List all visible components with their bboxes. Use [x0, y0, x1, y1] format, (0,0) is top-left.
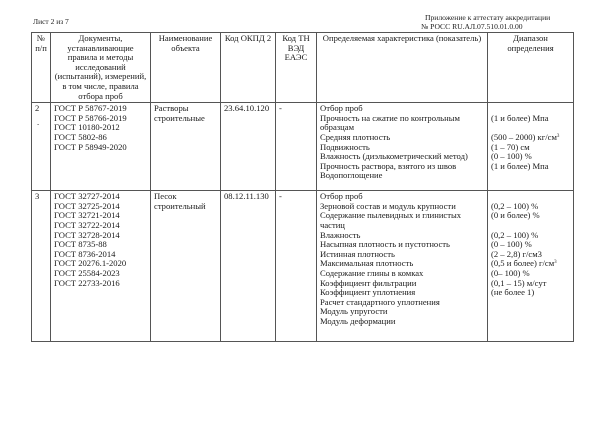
superscript: 3 — [554, 260, 557, 266]
range-item: (0,2 – 100) % — [491, 229, 539, 240]
superscript: 3 — [556, 133, 560, 139]
column-header-number: № п/п — [32, 33, 51, 103]
document-item: ГОСТ 10180-2012 — [54, 122, 120, 133]
characteristic-item: Истинная плотность — [320, 248, 395, 259]
range-item: (1 и более) Мпа — [491, 160, 549, 171]
range-item: (0 – 100) % — [491, 151, 532, 162]
characteristic-item: Влажность — [320, 229, 361, 240]
characteristic-item: Максимальная плотность — [320, 258, 414, 269]
characteristics-cell — [317, 191, 488, 342]
range-item: (2 – 2,8) г/см3 — [491, 248, 542, 259]
range-item: (0 и более) % — [491, 210, 540, 221]
document-item: ГОСТ 8736-2014 — [54, 248, 116, 259]
range-value: (0,5 и более) г/см — [491, 258, 555, 269]
accreditation-table — [31, 32, 574, 342]
documents-cell — [51, 103, 151, 191]
stray-mark: . — [37, 116, 40, 127]
characteristic-item: Средняя плотность — [320, 131, 391, 142]
tnved-cell: - — [276, 103, 317, 191]
row-number: 3 — [32, 191, 51, 342]
document-item: ГОСТ 20276.1-2020 — [54, 258, 127, 269]
characteristics-cell — [317, 103, 488, 191]
characteristic-item: Коэффициент фильтрации — [320, 277, 417, 288]
characteristic-item: Содержание пылевидных и глинистых частиц — [320, 210, 462, 230]
characteristic-item: Прочность на сжатие по контрольным образцам — [320, 112, 460, 133]
document-item: ГОСТ 22733-2016 — [54, 277, 120, 288]
characteristic-item: Прочность раствора, взятого из швов — [320, 160, 457, 171]
characteristic-item: Отбор проб — [320, 191, 363, 202]
documents-cell — [51, 191, 151, 342]
document-item: ГОСТ 5802-86 — [54, 131, 107, 142]
column-header-range: Диапазон определения — [488, 33, 574, 103]
range-item: (1 и более) Мпа — [491, 112, 549, 123]
object-cell: Песок строительный — [151, 191, 221, 342]
range-item: (0,1 – 15) м/сут — [491, 277, 547, 288]
characteristic-item: Отбор проб — [320, 103, 363, 114]
range-item: (1 – 70) см — [491, 141, 530, 152]
characteristic-item: Водопоглощение — [320, 170, 383, 181]
table-row — [32, 191, 574, 342]
range-item: (не более 1) — [491, 287, 535, 298]
range-cell — [488, 103, 574, 191]
range-item: (0,2 – 100) % — [491, 200, 539, 211]
characteristic-item: Расчет стандартного уплотнения — [320, 296, 440, 307]
document-item: ГОСТ 32728-2014 — [54, 229, 120, 240]
range-item: (0– 100) % — [491, 267, 530, 278]
object-cell: Растворы строительные — [151, 103, 221, 191]
range-value: (500 – 2000) кг/см — [491, 131, 557, 142]
range-cell — [488, 191, 574, 342]
row-number — [32, 103, 51, 191]
tnved-cell: - — [276, 191, 317, 342]
column-header-object: Наименование объекта — [151, 33, 221, 103]
appendix-title: Приложение к аттестату аккредитации — [425, 13, 551, 22]
document-item: ГОСТ 32727-2014 — [54, 191, 120, 202]
table-header-row — [32, 33, 574, 103]
characteristic-item: Модуль упругости — [320, 306, 388, 317]
document-item: ГОСТ 8735-88 — [54, 239, 107, 250]
characteristic-item: Содержание глины в комках — [320, 267, 424, 278]
document-item: ГОСТ 32721-2014 — [54, 210, 120, 221]
range-item: (0 – 100) % — [491, 239, 532, 250]
document-item: ГОСТ Р 58767-2019 — [54, 103, 127, 114]
column-header-okpd: Код ОКПД 2 — [221, 33, 276, 103]
document-item: ГОСТ Р 58949-2020 — [54, 141, 127, 152]
column-header-characteristic: Определяемая характеристика (показатель) — [317, 33, 488, 103]
row-number-value: 2 — [35, 103, 40, 114]
characteristic-item: Модуль деформации — [320, 315, 396, 326]
document-item: ГОСТ 25584-2023 — [54, 267, 120, 278]
sheet-number: Лист 2 из 7 — [33, 17, 69, 26]
characteristic-item: Подвижность — [320, 141, 370, 152]
document-item: ГОСТ Р 58766-2019 — [54, 112, 127, 123]
table-row — [32, 103, 574, 191]
characteristic-item: Зерновой состав и модуль крупности — [320, 200, 456, 211]
characteristic-item: Коэффициент уплотнения — [320, 287, 416, 298]
okpd-cell: 23.64.10.120 — [221, 103, 276, 191]
characteristic-item: Влажность (диэлькометрический метод) — [320, 151, 468, 162]
appendix-reference — [421, 14, 550, 31]
document-item: ГОСТ 32722-2014 — [54, 219, 120, 230]
accreditation-number: № РОСС RU.АЛ.07.510.01.0.00 — [421, 21, 523, 31]
document-item: ГОСТ 32725-2014 — [54, 200, 120, 211]
okpd-cell: 08.12.11.130 — [221, 191, 276, 342]
column-header-documents: Документы, устанавливающие правила и методы исследований (испытаний), измерений, в том числе, правила отбора проб — [51, 33, 151, 103]
column-header-tnved: Код ТН ВЭД ЕАЭС — [276, 33, 317, 103]
characteristic-item: Насыпная плотность и пустотность — [320, 239, 450, 250]
